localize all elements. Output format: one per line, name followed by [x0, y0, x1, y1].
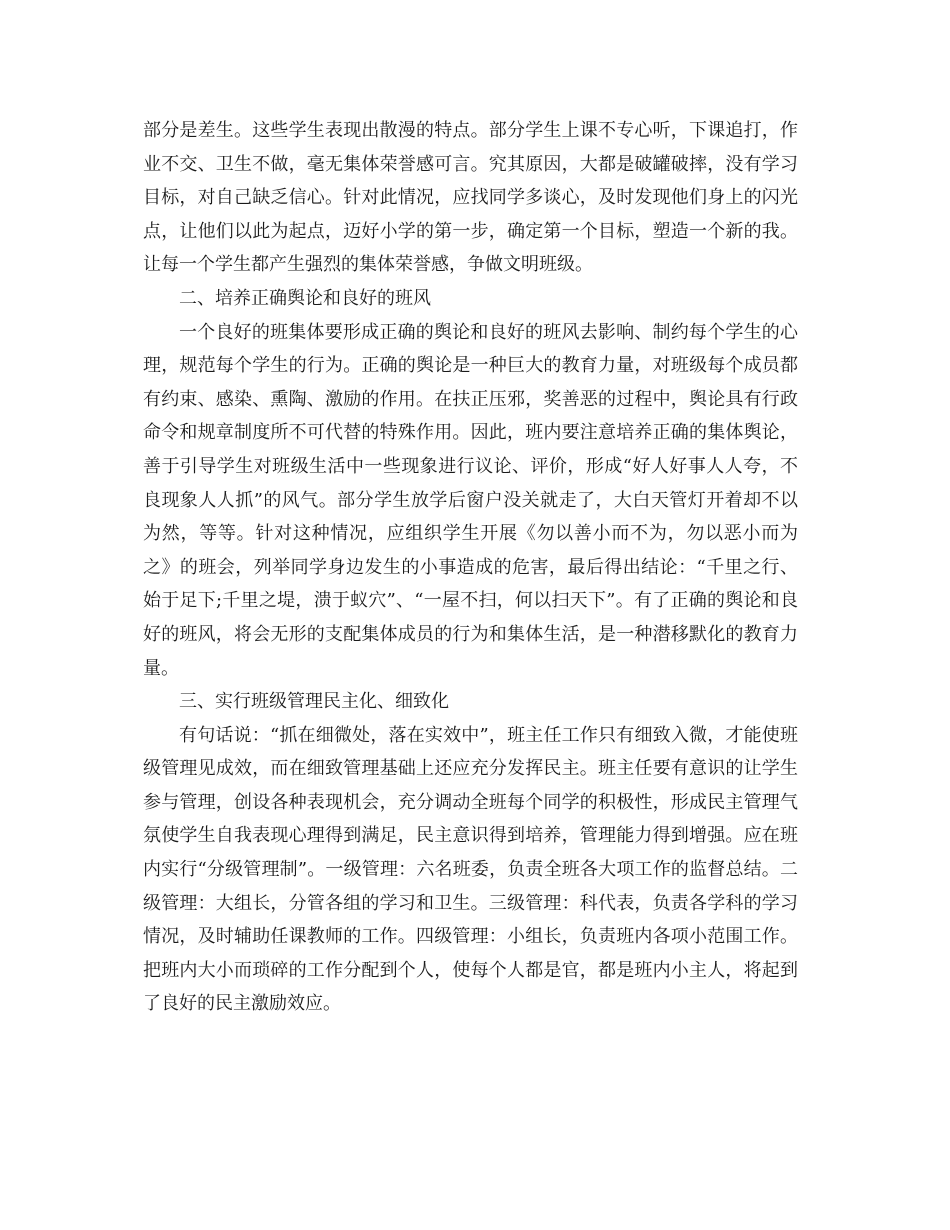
section-heading-3: 三、实行班级管理民主化、细致化 — [179, 691, 449, 713]
paragraph-continuation: 部分是差生。这些学生表现出散漫的特点。部分学生上课不专心听，下课追打，作业不交、卫生不做，毫无集体荣誉感可言。究其原因，大都是破罐破摔，没有学习目标，对自己缺乏信心。针对此情况，应找同学多谈心，及时发现他们身上的闪光点，让他们以此为起点，迈好小学的第一步，确定第一个目标，塑造一个新的我。让每一个学生都产生强烈的集体荣誉感，争做文明班级。 — [143, 120, 798, 276]
document-body — [143, 114, 798, 1021]
paragraph-class-atmosphere: 一个良好的班集体要形成正确的舆论和良好的班风去影响、制约每个学生的心理，规范每个学生的行为。正确的舆论是一种巨大的教育力量，对班级每个成员都有约束、感染、熏陶、激励的作用。在扶正压邪，奖善恶的过程中，舆论具有行政命令和规章制度所不可代替的特殊作用。因此，班内要注意培养正确的集体舆论，善于引导学生对班级生活中一些现象进行议论、评价，形成“好人好事人人夸，不良现象人人抓”的风气。部分学生放学后窗户没关就走了，大白天管灯开着却不以为然，等等。针对这种情况，应组织学生开展《勿以善小而不为，勿以恶小而为之》的班会，列举同学身边发生的小事造成的危害，最后得出结论：“千里之行、始于足下;千里之堤，溃于蚁穴”、“一屋不扫，何以扫天下”。有了正确的舆论和良好的班风，将会无形的支配集体成员的行为和集体生活，是一种潜移默化的教育力量。 — [143, 321, 798, 679]
section-heading-2: 二、培养正确舆论和良好的班风 — [179, 287, 431, 309]
paragraph-democratic-management: 有句话说：“抓在细微处，落在实效中”，班主任工作只有细致入微，才能使班级管理见成效，而在细致管理基础上还应充分发挥民主。班主任要有意识的让学生参与管理，创设各种表现机会，充分调动全班每个同学的积极性，形成民主管理气氛使学生自我表现心理得到满足，民主意识得到培养，管理能力得到增强。应在班内实行“分级管理制”。一级管理：六名班委，负责全班各大项工作的监督总结。二级管理：大组长，分管各组的学习和卫生。三级管理：科代表，负责各学科的学习情况，及时辅助任课教师的工作。四级管理：小组长，负责班内各项小范围工作。把班内大小而琐碎的工作分配到个人，使每个人都是官，都是班内小主人，将起到了良好的民主激励效应。 — [143, 724, 798, 1015]
